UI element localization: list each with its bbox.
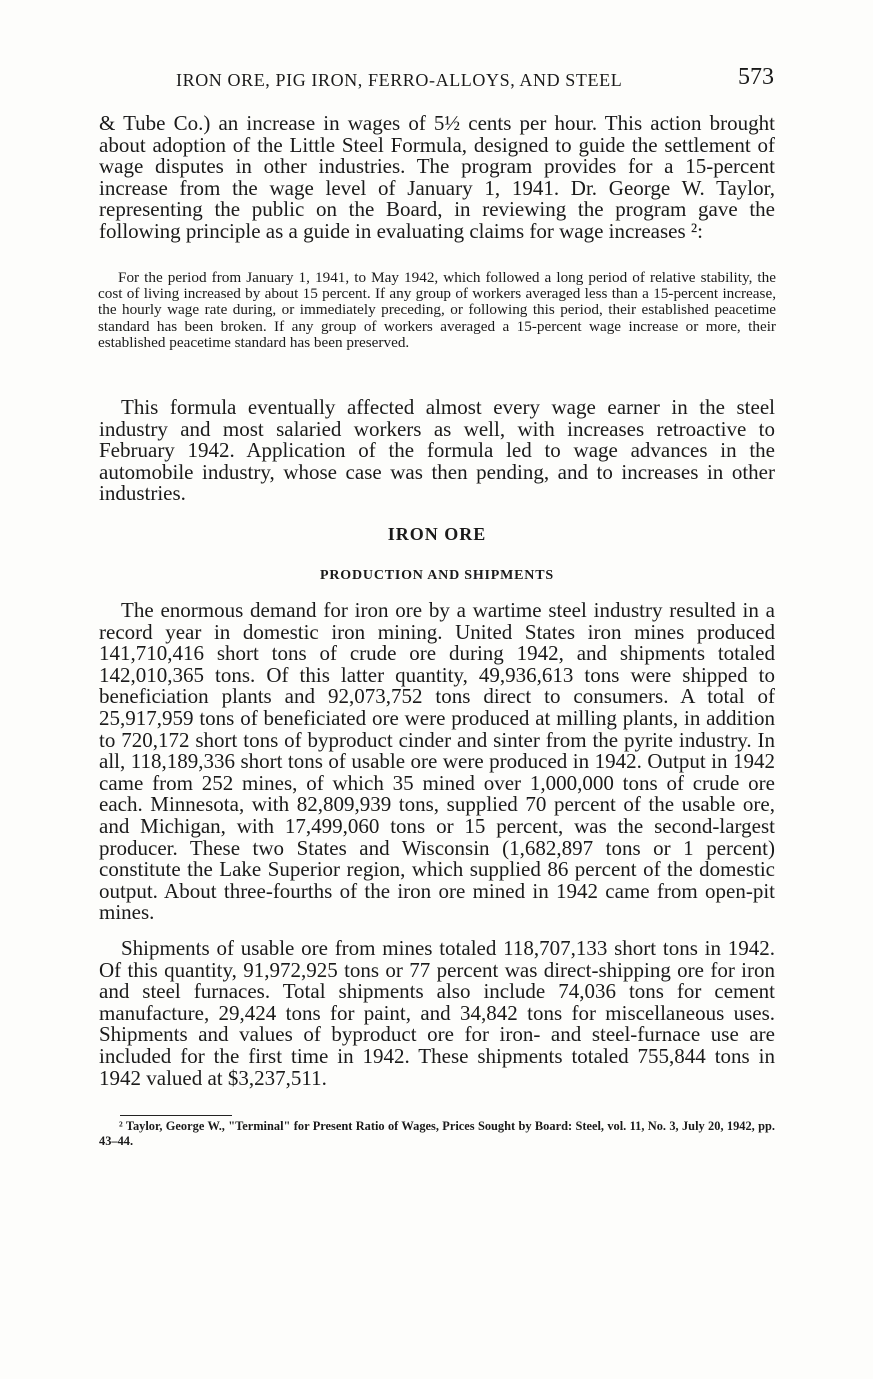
paragraph-formula: This formula eventually affected almost every wage earner in the steel industry and most salaried workers as well, with increases retroactive to February 1942. Application of the formula led to wage advances in the automobile industry, whose case was then pending, and to increases in other industries.: [99, 395, 775, 506]
page-number: 573: [738, 64, 774, 90]
block-quote: For the period from January 1, 1941, to May 1942, which followed a long period of relative stability, the cost of living increased by about 15 percent. If any group of workers averaged less than a 15-percent increase, the hourly wage rate during, or immediately preceding, or following this period, their established peacetime standard has been broken. If any group of workers averaged a 15-percent wage increase or more, their established peacetime standard has been preserved.: [98, 269, 776, 351]
subsection-heading-production: PRODUCTION AND SHIPMENTS: [320, 568, 554, 583]
footnote: ² Taylor, George W., "Terminal" for Present Ratio of Wages, Prices Sought by Board: Steel, vol. 11, No. 3, July 20, 1942, pp. 43–44.: [99, 1119, 775, 1148]
footnote-divider: [120, 1115, 232, 1116]
paragraph-shipments: Shipments of usable ore from mines totaled 118,707,133 short tons in 1942. Of this quantity, 91,972,925 tons or 77 percent was direct-shipping ore for iron and steel furnaces. Total shipments also include 74,036 tons for cement manufacture, 29,424 tons for paint, and 34,842 tons for miscellaneous uses. Shipments and values of byproduct ore for iron- and steel-furnace use are included for the first time in 1942. These shipments totaled 755,844 tons in 1942 valued at $3,237,511.: [99, 936, 775, 1090]
running-title: IRON ORE, PIG IRON, FERRO-ALLOYS, AND STEEL: [176, 70, 623, 90]
page-header: [176, 64, 774, 94]
section-heading-iron-ore: IRON ORE: [387, 524, 487, 544]
paragraph-demand: The enormous demand for iron ore by a wartime steel industry resulted in a record year in domestic iron mining. United States iron mines produced 141,710,416 short tons of crude ore during 1942, and shipments totaled 142,010,365 tons. Of this latter quantity, 49,936,613 tons were shipped to beneficiation plants and 92,073,752 tons direct to consumers. A total of 25,917,959 tons of beneficiated ore were produced at milling plants, in addition to 720,172 short tons of byproduct cinder and sinter from the pyrite industry. In all, 118,189,336 short tons of usable ore were produced in 1942. Output in 1942 came from 252 mines, of which 35 mined over 1,000,000 tons of crude ore each. Minnesota, with 82,809,939 tons, supplied 70 percent of the usable ore, and Michigan, with 17,499,060 tons or 15 percent, was the second-largest producer. These two States and Wisconsin (1,682,897 tons or 1 percent) constitute the Lake Superior region, which supplied 86 percent of the domestic output. About three-fourths of the iron ore mined in 1942 came from open-pit mines.: [99, 598, 775, 925]
paragraph-continuation: & Tube Co.) an increase in wages of 5½ cents per hour. This action brought about adoption of the Little Steel Formula, designed to guide the settlement of wage disputes in other industries. The program provides for a 15-percent increase from the wage level of January 1, 1941. Dr. George W. Taylor, representing the public on the Board, in reviewing the program gave the following principle as a guide in evaluating claims for wage increases ²:: [99, 111, 775, 243]
